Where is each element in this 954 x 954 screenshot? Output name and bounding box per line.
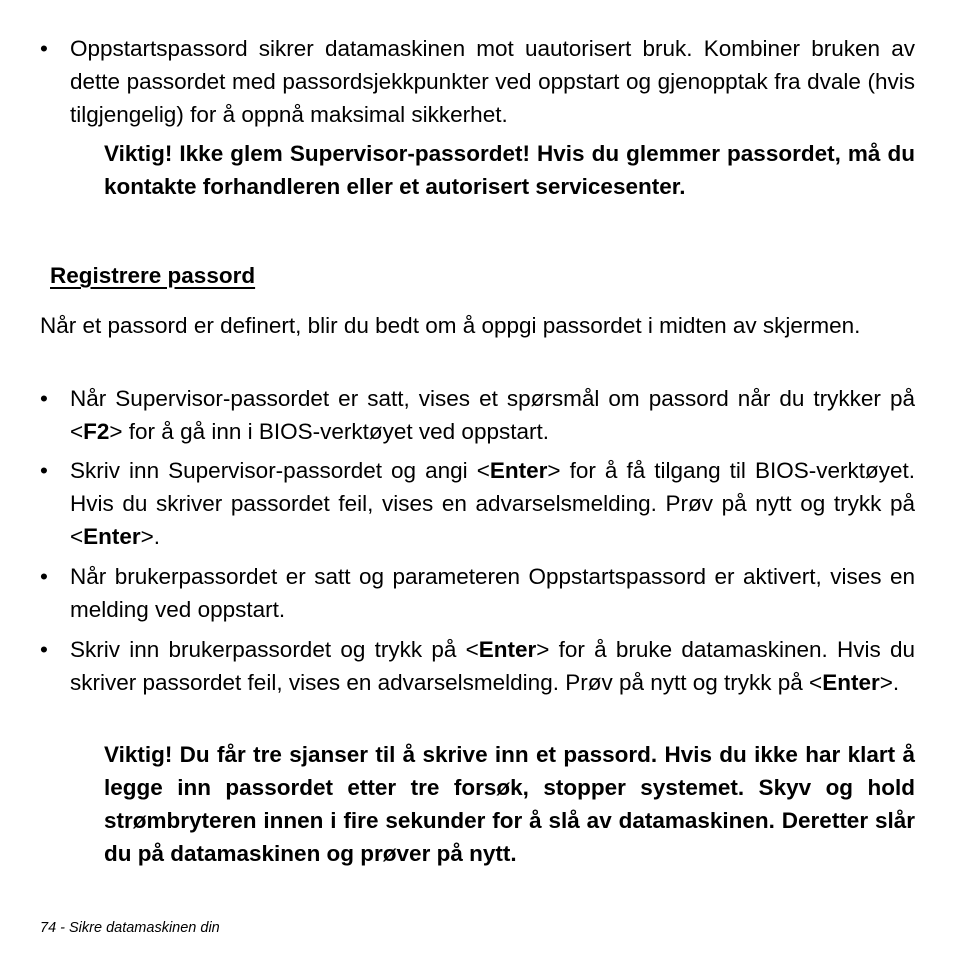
bullet-marker: • [40, 637, 48, 662]
important-note-three-attempts: Viktig! Du får tre sjanser til å skrive inn et passord. Hvis du ikke har klart å legge inn passordet etter tre forsøk, stopper systemet. Skyv og hold strømbryteren innen i fire sekunder for å slå av datamaskinen. Deretter slår du på datamaskinen og prøver på nytt. [104, 742, 915, 866]
bullet-marker: • [40, 458, 48, 483]
bullet-item-startup-password [40, 32, 915, 131]
bullet-marker: • [40, 36, 48, 61]
page-footer: 74 - Sikre datamaskinen din [40, 920, 220, 936]
key-label: Enter [822, 670, 880, 695]
bullet-marker: • [40, 564, 48, 589]
intro-paragraph: Når et passord er definert, blir du bedt om å oppgi passordet i midten av skjermen. [40, 313, 861, 338]
bullet-text: Når Supervisor-passordet er satt, vises et spørsmål om passord når du trykker på <F2> for å gå inn i BIOS-verktøyet ved oppstart. [70, 386, 915, 444]
bullet-marker: • [40, 386, 48, 411]
key-label: Enter [489, 458, 548, 483]
bullet-item-supervisor-enter [40, 454, 915, 553]
key-label: F2 [83, 419, 110, 444]
key-label: Enter [478, 637, 537, 662]
bullet-item-user-password [40, 560, 915, 626]
bullet-item-supervisor-prompt [40, 382, 915, 448]
important-note-supervisor: Viktig! Ikke glem Supervisor-passordet! Hvis du glemmer passordet, må du kontakte forhandleren eller et autorisert servicesenter. [104, 141, 915, 199]
bullet-text: Når brukerpassordet er satt og parameteren Oppstartspassord er aktivert, vises en melding ved oppstart. [70, 564, 915, 622]
bullet-text: Skriv inn Supervisor-passordet og angi <Enter> for å få tilgang til BIOS-verktøyet. Hvis du skriver passordet feil, vises en advarselsmelding. Prøv på nytt og trykk på <Enter>. [70, 458, 915, 549]
bullet-text: Oppstartspassord sikrer datamaskinen mot uautorisert bruk. Kombiner bruken av dette passordet med passordsjekkpunkter ved oppstart og gjenopptak fra dvale (hvis tilgjengelig) for å oppnå maksimal sikkerhet. [70, 36, 915, 127]
key-label: Enter [83, 524, 141, 549]
section-heading: Registrere passord [50, 263, 256, 288]
bullet-text: Skriv inn brukerpassordet og trykk på <Enter> for å bruke datamaskinen. Hvis du skriver passordet feil, vises en advarselsmelding. Prøv på nytt og trykk på <Enter>. [70, 637, 915, 695]
bullet-item-user-enter [40, 633, 915, 699]
